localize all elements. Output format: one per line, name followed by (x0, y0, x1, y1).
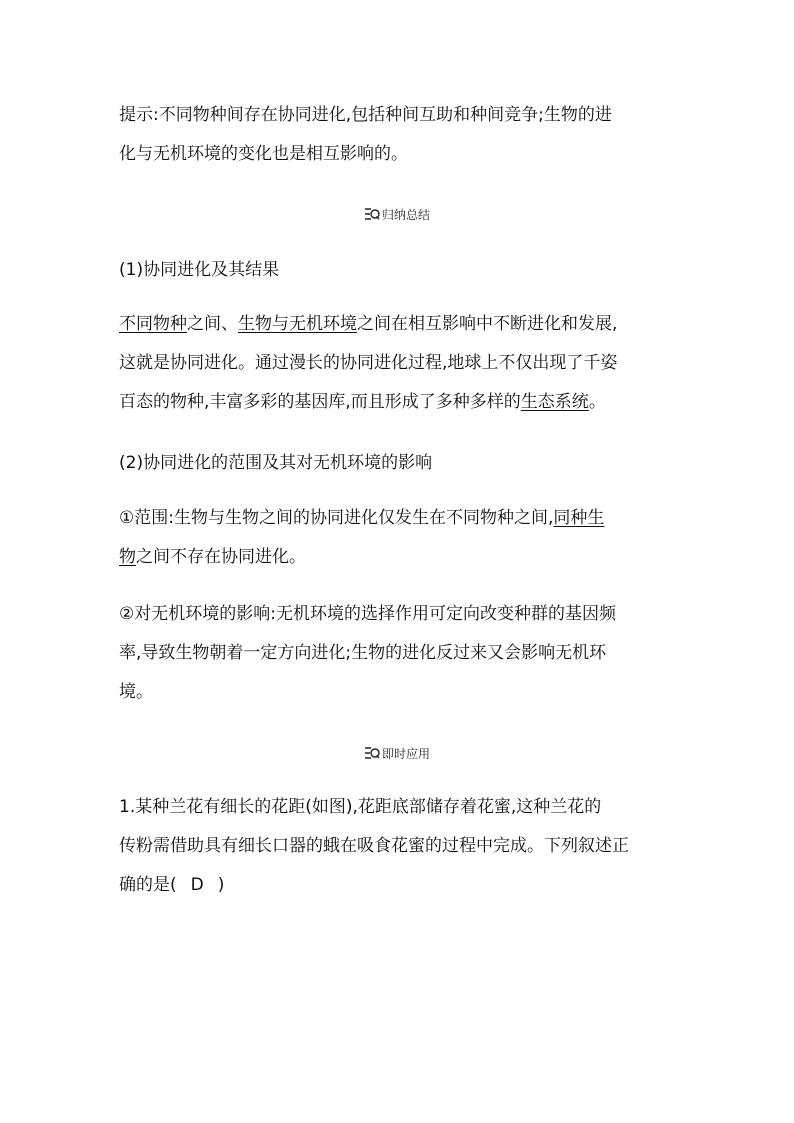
answer-choice: D (190, 875, 204, 895)
item2-scope-paragraph (119, 504, 679, 572)
underlined-term: 生态系统 (520, 392, 589, 412)
item2-title: (2)协同进化的范围及其对无机环境的影响 (119, 453, 433, 473)
question-line: 1.某种兰花有细长的花距(如图),花距底部储存着花蜜,这种兰花的 (119, 797, 602, 817)
paragraph-line: 物之间不存在协同进化。 (119, 547, 306, 567)
underlined-term: 不同物种 (119, 314, 187, 334)
paragraph-line: 境。 (119, 682, 153, 702)
qa-icon (364, 208, 380, 223)
underlined-term: 物 (119, 547, 136, 567)
underlined-term: 生物与无机环境 (238, 314, 357, 334)
item1-title: (1)协同进化及其结果 (119, 260, 280, 280)
section-label: 即时应用 (381, 747, 430, 761)
qa-icon (364, 747, 380, 762)
section-header-apply (0, 745, 794, 762)
section-label: 归纳总结 (381, 208, 430, 222)
hint-line: 提示:不同物种间存在协同进化,包括种间互助和种间竞争;生物的进 (119, 105, 612, 125)
paragraph-line: ②对无机环境的影响:无机环境的选择作用可定向改变种群的基因频 (119, 604, 616, 624)
question-line: 传粉需借助具有细长口器的蛾在吸食花蜜的过程中完成。下列叙述正 (119, 836, 629, 856)
paragraph-line: 率,导致生物朝着一定方向进化;生物的进化反过来又会影响无机环 (119, 643, 607, 663)
item1-paragraph (119, 310, 679, 417)
hint-line: 化与无机环境的变化也是相互影响的。 (119, 144, 408, 164)
paragraph-line: 百态的物种,丰富多彩的基因库,而且形成了多种多样的生态系统。 (119, 392, 606, 412)
underlined-term: 同种生 (553, 508, 605, 528)
question-line: 确的是( D ) (119, 875, 225, 895)
paragraph-line: 不同物种之间、生物与无机环境之间在相互影响中不断进化和发展, (119, 314, 618, 334)
item2-effect-paragraph (119, 600, 679, 707)
question-paragraph (119, 793, 679, 900)
paragraph-line: ①范围:生物与生物之间的协同进化仅发生在不同物种之间,同种生 (119, 508, 605, 528)
paragraph-line: 这就是协同进化。通过漫长的协同进化过程,地球上不仅出现了千姿 (119, 353, 618, 373)
section-header-summary (0, 206, 794, 223)
hint-paragraph (119, 101, 679, 169)
